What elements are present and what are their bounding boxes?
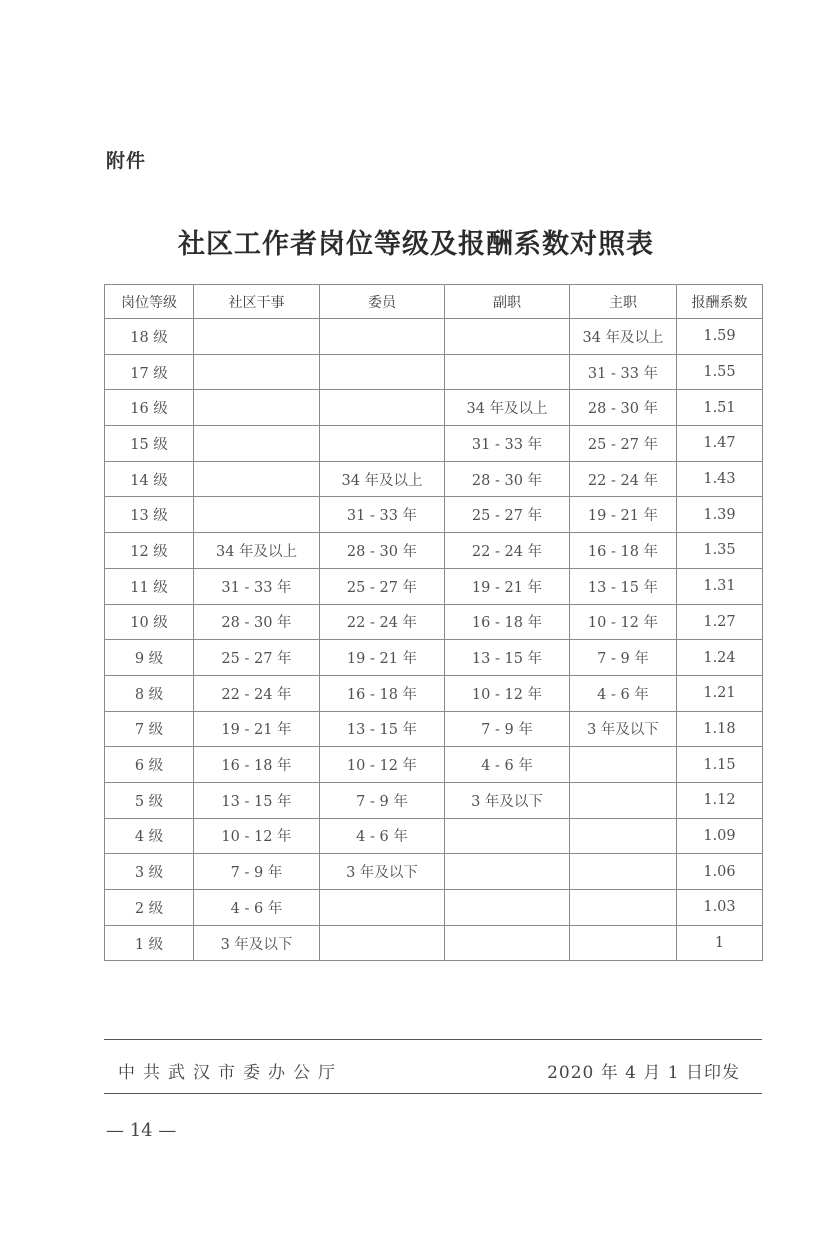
cell-deputy: [445, 319, 570, 355]
table-row: [105, 390, 763, 426]
cell-grade: 17 级: [105, 354, 194, 390]
table-row: [105, 426, 763, 462]
cell-chief: 13 - 15 年: [570, 568, 677, 604]
cell-pay-coefficient: 1.47: [677, 426, 763, 462]
cell-chief: 28 - 30 年: [570, 390, 677, 426]
cell-deputy: 34 年及以上: [445, 390, 570, 426]
cell-committee-member: 34 年及以上: [320, 461, 445, 497]
attachment-label: 附件: [106, 150, 147, 172]
cell-community-officer: 3 年及以下: [194, 925, 320, 961]
cell-chief: 19 - 21 年: [570, 497, 677, 533]
cell-community-officer: [194, 497, 320, 533]
cell-chief: [570, 747, 677, 783]
cell-committee-member: [320, 354, 445, 390]
cell-deputy: 3 年及以下: [445, 782, 570, 818]
header-pay-coefficient: 报酬系数: [677, 285, 763, 319]
cell-pay-coefficient: 1.59: [677, 319, 763, 355]
cell-pay-coefficient: 1.24: [677, 640, 763, 676]
cell-pay-coefficient: 1.31: [677, 568, 763, 604]
cell-grade: 18 级: [105, 319, 194, 355]
table-row: [105, 890, 763, 926]
cell-committee-member: 7 - 9 年: [320, 782, 445, 818]
cell-pay-coefficient: 1.15: [677, 747, 763, 783]
cell-committee-member: 28 - 30 年: [320, 533, 445, 569]
footer-issuer: 中共武汉市委办公厅: [118, 1063, 343, 1083]
cell-chief: 7 - 9 年: [570, 640, 677, 676]
cell-grade: 15 级: [105, 426, 194, 462]
cell-committee-member: 13 - 15 年: [320, 711, 445, 747]
cell-pay-coefficient: 1.55: [677, 354, 763, 390]
cell-chief: 25 - 27 年: [570, 426, 677, 462]
cell-chief: 4 - 6 年: [570, 675, 677, 711]
table-body: [105, 319, 763, 961]
cell-deputy: 13 - 15 年: [445, 640, 570, 676]
cell-community-officer: [194, 354, 320, 390]
cell-chief: 22 - 24 年: [570, 461, 677, 497]
cell-committee-member: 22 - 24 年: [320, 604, 445, 640]
cell-deputy: 25 - 27 年: [445, 497, 570, 533]
cell-grade: 11 级: [105, 568, 194, 604]
cell-committee-member: 25 - 27 年: [320, 568, 445, 604]
cell-community-officer: 22 - 24 年: [194, 675, 320, 711]
footer-bottom-rule: [104, 1093, 762, 1094]
table-row: [105, 354, 763, 390]
cell-deputy: [445, 818, 570, 854]
cell-deputy: 4 - 6 年: [445, 747, 570, 783]
cell-pay-coefficient: 1.09: [677, 818, 763, 854]
cell-deputy: 7 - 9 年: [445, 711, 570, 747]
table-row: [105, 818, 763, 854]
cell-community-officer: 7 - 9 年: [194, 854, 320, 890]
cell-community-officer: 31 - 33 年: [194, 568, 320, 604]
header-community-officer: 社区干事: [194, 285, 320, 319]
cell-deputy: [445, 354, 570, 390]
table-row: [105, 604, 763, 640]
cell-grade: 4 级: [105, 818, 194, 854]
table-row: [105, 747, 763, 783]
cell-grade: 13 级: [105, 497, 194, 533]
cell-pay-coefficient: 1.03: [677, 890, 763, 926]
cell-chief: 16 - 18 年: [570, 533, 677, 569]
cell-committee-member: [320, 390, 445, 426]
cell-grade: 14 级: [105, 461, 194, 497]
cell-committee-member: 19 - 21 年: [320, 640, 445, 676]
header-grade: 岗位等级: [105, 285, 194, 319]
cell-pay-coefficient: 1.39: [677, 497, 763, 533]
table-header-row: [105, 285, 763, 319]
cell-chief: [570, 890, 677, 926]
cell-deputy: 28 - 30 年: [445, 461, 570, 497]
cell-committee-member: 3 年及以下: [320, 854, 445, 890]
cell-pay-coefficient: 1.06: [677, 854, 763, 890]
cell-community-officer: 13 - 15 年: [194, 782, 320, 818]
page-number: — 14 —: [106, 1120, 177, 1141]
cell-community-officer: 10 - 12 年: [194, 818, 320, 854]
cell-pay-coefficient: 1.43: [677, 461, 763, 497]
cell-community-officer: 34 年及以上: [194, 533, 320, 569]
cell-grade: 9 级: [105, 640, 194, 676]
cell-community-officer: [194, 390, 320, 426]
header-chief: 主职: [570, 285, 677, 319]
footer-date: 2020 年 4 月 1 日印发: [547, 1063, 740, 1083]
cell-pay-coefficient: 1.51: [677, 390, 763, 426]
cell-committee-member: 10 - 12 年: [320, 747, 445, 783]
cell-deputy: 19 - 21 年: [445, 568, 570, 604]
cell-pay-coefficient: 1.12: [677, 782, 763, 818]
footer-top-rule: [104, 1039, 762, 1040]
cell-chief: [570, 925, 677, 961]
cell-committee-member: [320, 426, 445, 462]
cell-deputy: 16 - 18 年: [445, 604, 570, 640]
cell-chief: [570, 818, 677, 854]
header-committee-member: 委员: [320, 285, 445, 319]
cell-community-officer: 16 - 18 年: [194, 747, 320, 783]
table-row: [105, 497, 763, 533]
table-row: [105, 925, 763, 961]
cell-deputy: 10 - 12 年: [445, 675, 570, 711]
table-row: [105, 319, 763, 355]
cell-community-officer: [194, 461, 320, 497]
cell-grade: 6 级: [105, 747, 194, 783]
cell-chief: [570, 782, 677, 818]
cell-deputy: 22 - 24 年: [445, 533, 570, 569]
cell-deputy: 31 - 33 年: [445, 426, 570, 462]
cell-committee-member: 4 - 6 年: [320, 818, 445, 854]
cell-pay-coefficient: 1.21: [677, 675, 763, 711]
table-row: [105, 675, 763, 711]
grade-coefficient-table: [104, 284, 763, 961]
cell-community-officer: 4 - 6 年: [194, 890, 320, 926]
header-deputy: 副职: [445, 285, 570, 319]
cell-grade: 5 级: [105, 782, 194, 818]
cell-deputy: [445, 890, 570, 926]
cell-chief: 31 - 33 年: [570, 354, 677, 390]
cell-chief: 34 年及以上: [570, 319, 677, 355]
table-row: [105, 461, 763, 497]
cell-grade: 1 级: [105, 925, 194, 961]
table-row: [105, 640, 763, 676]
cell-grade: 10 级: [105, 604, 194, 640]
cell-committee-member: [320, 925, 445, 961]
cell-pay-coefficient: 1: [677, 925, 763, 961]
table-row: [105, 568, 763, 604]
cell-community-officer: [194, 319, 320, 355]
cell-committee-member: [320, 890, 445, 926]
cell-grade: 8 级: [105, 675, 194, 711]
cell-community-officer: [194, 426, 320, 462]
cell-grade: 3 级: [105, 854, 194, 890]
cell-deputy: [445, 925, 570, 961]
cell-community-officer: 28 - 30 年: [194, 604, 320, 640]
cell-grade: 16 级: [105, 390, 194, 426]
document-title: 社区工作者岗位等级及报酬系数对照表: [178, 229, 654, 260]
cell-grade: 7 级: [105, 711, 194, 747]
cell-chief: 3 年及以下: [570, 711, 677, 747]
table-row: [105, 854, 763, 890]
cell-committee-member: 16 - 18 年: [320, 675, 445, 711]
cell-committee-member: [320, 319, 445, 355]
cell-grade: 2 级: [105, 890, 194, 926]
cell-community-officer: 25 - 27 年: [194, 640, 320, 676]
cell-deputy: [445, 854, 570, 890]
cell-committee-member: 31 - 33 年: [320, 497, 445, 533]
cell-community-officer: 19 - 21 年: [194, 711, 320, 747]
cell-pay-coefficient: 1.18: [677, 711, 763, 747]
table-row: [105, 711, 763, 747]
cell-pay-coefficient: 1.35: [677, 533, 763, 569]
table-row: [105, 533, 763, 569]
table-row: [105, 782, 763, 818]
cell-pay-coefficient: 1.27: [677, 604, 763, 640]
cell-grade: 12 级: [105, 533, 194, 569]
cell-chief: 10 - 12 年: [570, 604, 677, 640]
cell-chief: [570, 854, 677, 890]
